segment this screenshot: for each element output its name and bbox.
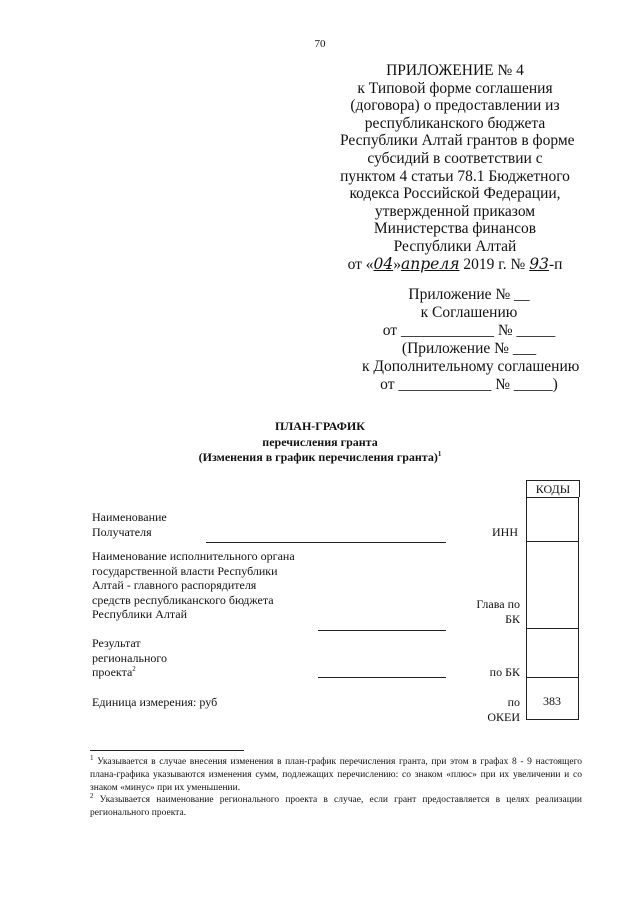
footnote-1-text: Указывается в случае внесения изменения в план-график перечисления гранта, при этом в графах 8 - 9 настоящего плана-графика указываются изменения сумм, подлежащих перечислению: со знаком «плюс» при их увеличении и со знаком «минус» при их уменьшении.: [90, 757, 582, 793]
order-suffix: -п: [548, 255, 563, 273]
appendix-line: республиканского бюджета: [364, 114, 546, 132]
agreement-line: от ____________ № _____: [382, 322, 556, 339]
pobk-label: по БК: [489, 665, 520, 679]
footnote-1-number: 1: [90, 753, 94, 762]
appendix-line: Республики Алтай: [393, 237, 517, 255]
appendix-line: (договора) о предоставлении из: [350, 97, 560, 115]
okei-code: 383: [543, 694, 561, 708]
okei-label: по ОКЕИ: [487, 695, 520, 724]
codes-divider: [526, 719, 579, 720]
codes-divider: [526, 541, 579, 542]
footnotes: [90, 753, 582, 820]
page-number: 70: [314, 38, 326, 50]
appendix-line: к Типовой форме соглашения: [357, 79, 553, 97]
appendix-line: ПРИЛОЖЕНИЕ № 4: [386, 62, 524, 79]
agreement-reference: [362, 286, 580, 394]
result-label: Результат регионального проекта: [92, 636, 168, 679]
agreement-line: к Соглашению: [420, 304, 518, 321]
agreement-line: (Приложение № ___: [401, 340, 537, 357]
codes-divider: [526, 497, 579, 498]
footnote-ref-2: 2: [132, 665, 136, 673]
agreement-line: Приложение № __: [408, 286, 530, 303]
codes-header: КОДЫ: [535, 482, 571, 496]
appendix-line: пунктом 4 статьи 78.1 Бюджетного: [340, 167, 570, 185]
footnote-2-text: Указывается наименование регионального проекта в случае, если грант предоставляется в целях реализации регионального проекта.: [90, 795, 582, 819]
appendix-line: субсидий в соответствии с: [367, 149, 543, 167]
date-month: апреля: [401, 254, 460, 273]
appendix-line: Министерства финансов: [373, 220, 537, 238]
codes-divider: [526, 677, 579, 678]
date-mid: »: [393, 255, 401, 273]
codes-header-cell: [526, 480, 580, 497]
codes-left-border: [526, 497, 527, 719]
document-title: [0, 419, 640, 466]
authority-field[interactable]: [318, 630, 446, 631]
appendix-line: кодекса Российской Федерации,: [349, 185, 561, 203]
glava-label: Глава по БК: [476, 597, 520, 626]
appendix-line: Республики Алтай грантов в форме: [340, 132, 575, 150]
title-line-3-wrap: [0, 450, 640, 466]
footnote-2: [90, 794, 582, 820]
recipient-label: Наименование Получателя: [92, 510, 167, 539]
recipient-field[interactable]: [206, 542, 446, 543]
order-number: 93: [529, 254, 549, 273]
appendix-line: утвержденной приказом: [374, 202, 536, 220]
title-line-1: ПЛАН-ГРАФИК: [275, 419, 365, 433]
title-line-2: перечисления гранта: [262, 434, 378, 449]
codes-column: [526, 497, 578, 719]
result-field[interactable]: [318, 677, 446, 678]
date-day: 04: [373, 254, 394, 273]
footnote-2-number: 2: [90, 792, 94, 801]
footnote-ref-1: 1: [437, 450, 442, 458]
title-line-3: (Изменения в график перечисления гранта): [198, 450, 438, 464]
agreement-line: от ____________ № _____): [380, 376, 558, 393]
agreement-line: к Дополнительному соглашению: [362, 358, 580, 375]
order-date-line: [340, 256, 570, 274]
unit-label: Единица измерения: руб: [92, 695, 218, 709]
footnote-1: [90, 753, 582, 794]
appendix-header: [340, 62, 575, 273]
inn-label: ИНН: [492, 525, 518, 539]
result-label-wrap: [92, 636, 167, 680]
codes-right-border: [578, 497, 579, 719]
authority-label: Наименование исполнительного органа государственной власти Республики Алтай - главного распорядителя средств республиканского бюджета Республики Алтай: [92, 549, 295, 621]
footnote-separator: [90, 750, 244, 751]
date-year: 2019 г. №: [459, 255, 530, 273]
codes-divider: [526, 628, 579, 629]
date-prefix: от «: [347, 255, 374, 273]
